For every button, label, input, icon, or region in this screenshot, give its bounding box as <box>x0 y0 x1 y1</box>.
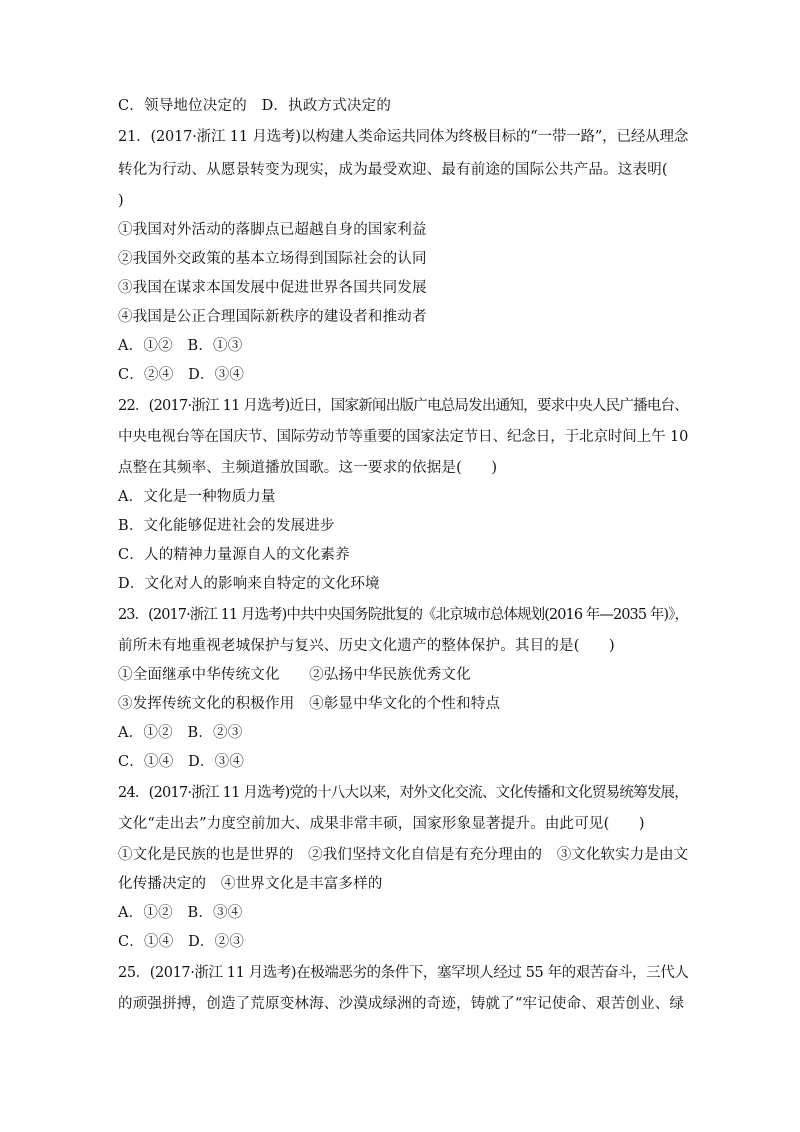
question-21-stem-end: ) <box>118 193 124 209</box>
option-line: B．文化能够促进社会的发展进步 <box>118 518 335 534</box>
statement-line: 化传播决定的 ④世界文化是丰富多样的 <box>118 876 383 892</box>
statement-line: ④我国是公正合理国际新秩序的建设者和推动者 <box>118 309 427 325</box>
question-24-stem: 24．(2017·浙江 11 月选考)党的十八大以来，对外文化交流、文化传播和文化贸易统筹发展， <box>118 785 689 801</box>
question-23-stem: 23．(2017·浙江 11 月选考)中共中央国务院批复的《北京城市总体规划(2016 年—2035 年)》， <box>118 607 689 623</box>
statement-line: ①全面继承中华传统文化 ②弘扬中华民族优秀文化 <box>118 667 471 683</box>
statement-line: ①我国对外活动的落脚点已超越自身的国家利益 <box>118 222 427 238</box>
statement-line: ①文化是民族的也是世界的 ②我们坚持文化自信是有充分理由的 ③文化软实力是由文 <box>118 847 689 863</box>
option-line: A．①② B．③④ <box>118 905 243 921</box>
option-line: D．文化对人的影响来自特定的文化环境 <box>118 576 380 592</box>
question-23-stem-end: 前所未有地重视老城保护与复兴、历史文化遗产的整体保护。其目的是( ) <box>118 638 615 654</box>
question-22-stem: 22．(2017·浙江 11 月选考)近日，国家新闻出版广电总局发出通知，要求中央人民广播电台、 <box>118 398 689 414</box>
statement-line: ③发挥传统文化的积极作用 ④彰显中华文化的个性和特点 <box>118 696 501 712</box>
question-25-stem-cont: 的顽强拼搏，创造了荒原变林海、沙漠成绿洲的奇迹，铸就了“牢记使命、艰苦创业、绿 <box>118 996 685 1012</box>
option-line: C．②④ D．③④ <box>118 367 245 383</box>
option-line: C．领导地位决定的 D．执政方式决定的 <box>118 98 392 114</box>
question-21-stem-cont: 转化为行动、从愿景转变为现实，成为最受欢迎、最有前途的国际公共产品。这表明( <box>118 162 668 178</box>
option-line: C．人的精神力量源自人的文化素养 <box>118 547 350 563</box>
question-24-stem-end: 文化“走出去”力度空前加大、成果非常丰硕，国家形象显著提升。由此可见( ) <box>118 816 645 832</box>
statement-line: ③我国在谋求本国发展中促进世界各国共同发展 <box>118 280 427 296</box>
question-21-stem: 21．(2017·浙江 11 月选考)以构建人类命运共同体为终极目标的“一带一路”，已经从理念 <box>118 129 689 145</box>
statement-line: ②我国外交政策的基本立场得到国际社会的认同 <box>118 251 427 267</box>
question-22-stem-end: 点整在其频率、主频道播放国歌。这一要求的依据是( ) <box>118 460 498 476</box>
option-line: A．①② B．①③ <box>118 338 243 354</box>
option-line: C．①④ D．③④ <box>118 754 245 770</box>
option-line: A．①② B．②③ <box>118 725 243 741</box>
option-line: A．文化是一种物质力量 <box>118 489 276 505</box>
question-25-stem: 25．(2017·浙江 11 月选考)在极端恶劣的条件下，塞罕坝人经过 55 年的艰苦奋斗，三代人 <box>118 965 689 981</box>
option-line: C．①④ D．②③ <box>118 934 245 950</box>
question-22-stem-cont: 中央电视台等在国庆节、国际劳动节等重要的国家法定节日、纪念日，于北京时间上午 10 <box>118 429 689 445</box>
